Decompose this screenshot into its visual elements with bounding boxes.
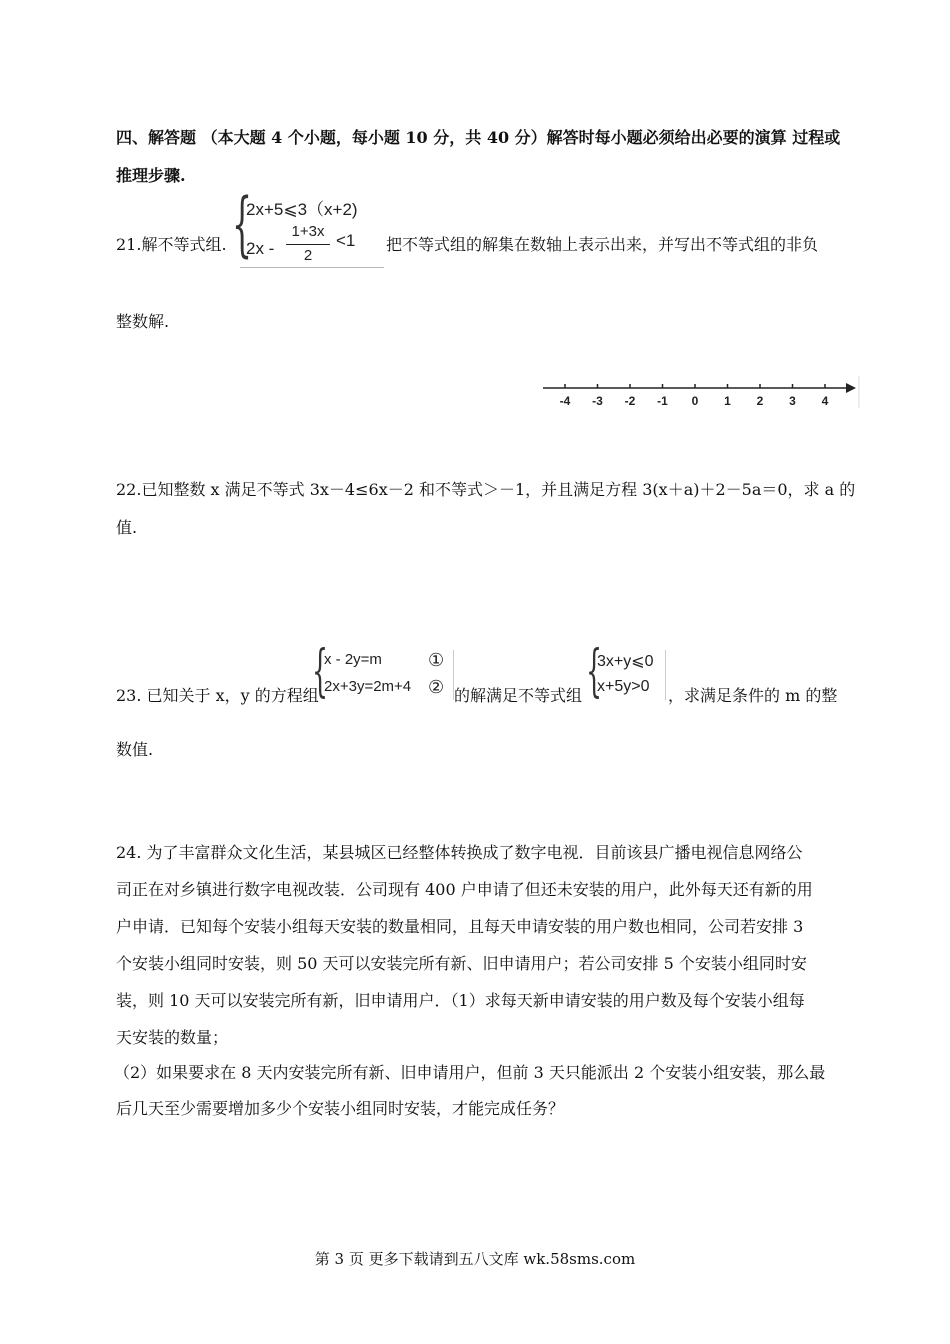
arrow-right-icon — [846, 383, 856, 393]
divider — [665, 650, 666, 700]
number-line — [540, 372, 862, 412]
q24-line: 司正在对乡镇进行数字电视改装．公司现有 400 户申请了但还未安装的用户，此外每天还有新的用 — [116, 880, 813, 899]
left-brace-icon: { — [232, 183, 253, 265]
section-heading: 四、解答题 （本大题 4 个小题，每小题 10 分，共 40 分）解答时每小题必须给出必要的演算 过程或 — [116, 128, 841, 147]
q24-line: 天安装的数量； — [116, 1028, 229, 1047]
q21-line2: 整数解. — [116, 312, 170, 331]
q21-frac-numerator: 1+3x — [291, 223, 325, 240]
q23-eq2: 2x+3y=2m+4 — [324, 678, 412, 695]
q21-inequality-system — [232, 183, 384, 269]
q24-line: （2）如果要求在 8 天内安装完所有新、旧申请用户，但前 3 天只能派出 2 个安装小组安装，那么最 — [114, 1063, 826, 1082]
q21-prefix: 21.解不等式组. — [116, 235, 227, 254]
q23-equation-system — [312, 639, 454, 704]
axis-tick-label: -2 — [624, 394, 636, 408]
fraction-bar — [286, 244, 330, 245]
circled-two-mark: ② — [428, 677, 445, 697]
section-heading-cont: 推理步骤. — [116, 166, 186, 185]
axis-tick-label: 0 — [691, 394, 699, 408]
underline-divider — [240, 267, 384, 268]
circled-one-mark: ① — [428, 650, 445, 670]
axis-tick-label: 3 — [789, 394, 796, 408]
q21-ineq2-right: <1 — [336, 231, 356, 250]
q23-ineq2: x+5y>0 — [597, 678, 650, 695]
q22-text-cont: 值. — [116, 518, 138, 537]
q23-inequality-system — [586, 639, 668, 704]
q24-line: 户申请．已知每个安装小组每天安装的数量相同，且每天申请安装的用户数也相同，公司若安排 3 — [116, 917, 804, 936]
axis-tick-label: -4 — [559, 394, 571, 408]
q24-line: 装，则 10 天可以安装完所有新，旧申请用户．（1）求每天新申请安装的用户数及每个安装小组每 — [116, 991, 805, 1010]
q24-line: 个安装小组同时安装，则 50 天可以安装完所有新、旧申请用户；若公司安排 5 个安装小组同时安 — [116, 954, 807, 973]
q24-line: 后几天至少需要增加多少个安装小组同时安装，才能完成任务？ — [116, 1099, 565, 1118]
q21-frac-denominator: 2 — [303, 247, 313, 264]
q22-text: 22.已知整数 x 满足不等式 3x－4≤6x－2 和不等式＞－1，并且满足方程 3(x＋a)＋2－5a＝0，求 a 的 — [116, 480, 856, 499]
q23-ineq1: 3x+y⩽0 — [597, 653, 654, 670]
left-brace-icon: { — [312, 639, 329, 704]
page-footer: 第 3 页 更多下载请到五八文库 wk.58sms.com — [314, 1250, 636, 1268]
q21-ineq1: 2x+5⩽3（x+2) — [246, 200, 358, 219]
q23-suffix: ，求满足条件的 m 的整 — [668, 686, 838, 705]
q23-eq1: x - 2y=m — [324, 651, 382, 668]
q23-prefix: 23. 已知关于 x，y 的方程组 — [116, 686, 319, 705]
axis-tick-label: 4 — [821, 394, 829, 408]
left-brace-icon: { — [586, 639, 603, 704]
q23-line2: 数值. — [116, 740, 154, 759]
q24-line: 24. 为了丰富群众文化生活，某县城区已经整体转换成了数字电视．目前该县广播电视信息网络公 — [116, 843, 803, 862]
axis-tick-label: 2 — [756, 394, 764, 408]
axis-tick-label: -1 — [657, 394, 668, 408]
q21-ineq2-left: 2x - — [246, 239, 275, 258]
q23-middle: 的解满足不等式组 — [454, 686, 583, 705]
axis-tick-label: -3 — [592, 394, 603, 408]
q21-suffix: 把不等式组的解集在数轴上表示出来，并写出不等式组的非负 — [386, 235, 819, 254]
axis-tick-label: 1 — [724, 394, 731, 408]
